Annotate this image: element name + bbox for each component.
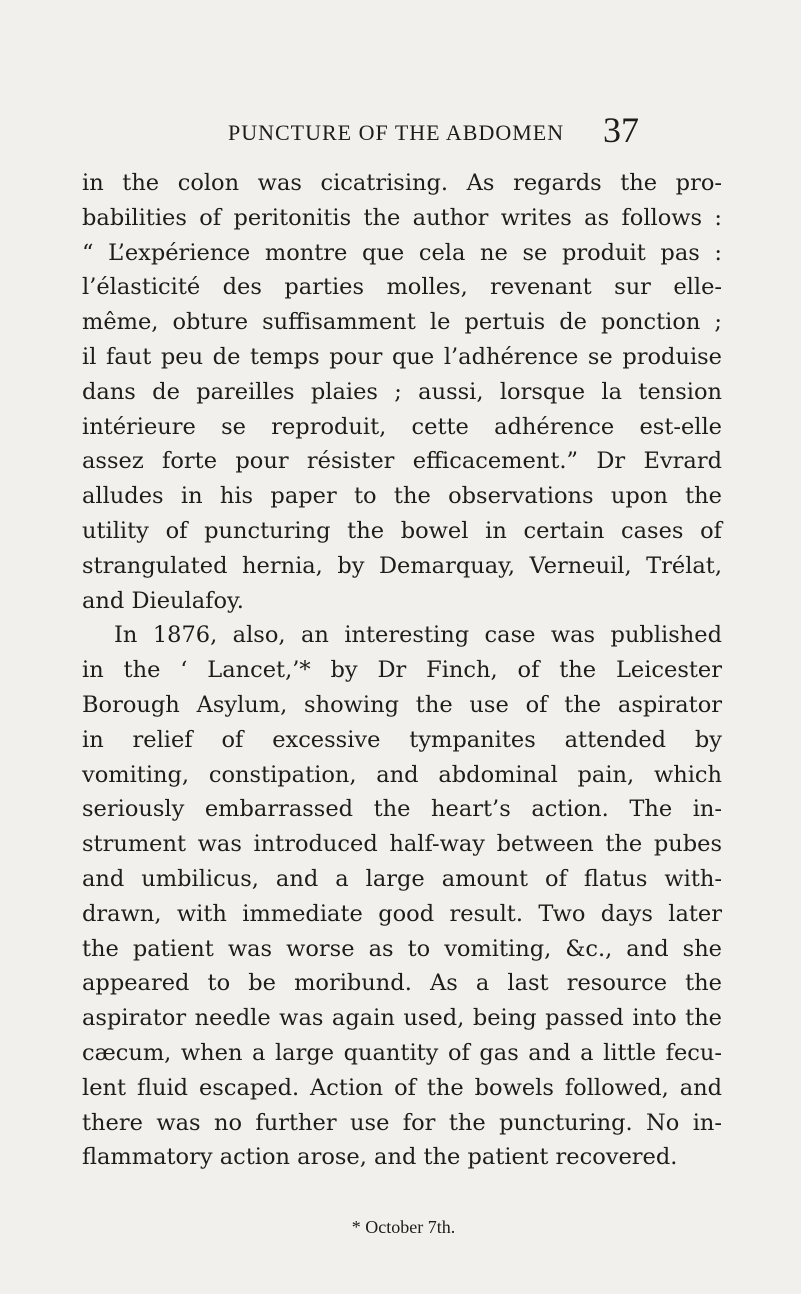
text-line: the patient was worse as to vomiting, &c., and she [82,935,722,962]
text-line: drawn, with immediate good result. Two days later [82,900,722,927]
text-line: même, obture suffisamment le pertuis de ponction ; [82,309,722,336]
text-line: intérieure se reproduit, cette adhérence est-elle [82,413,722,440]
body-text [82,166,722,1175]
text-line: there was no further use for the puncturing. No in- [82,1109,722,1136]
text-line: in relief of excessive tympanites attended by [82,726,722,753]
text-line: utility of puncturing the bowel in certain cases of [82,517,722,544]
text-line: Borough Asylum, showing the use of the aspirator [82,691,722,718]
text-line: dans de pareilles plaies ; aussi, lorsque la tension [82,378,722,405]
text-line: vomiting, constipation, and abdominal pain, which [82,761,722,788]
text-line: “ L’expérience montre que cela ne se produit pas : [82,239,722,266]
text-line: strument was introduced half-way between the pubes [82,831,722,858]
text-line: assez forte pour résister efficacement.” Dr Evrard [82,448,722,475]
running-title: PUNCTURE OF THE ABDOMEN [228,120,565,145]
page-number: 37 [603,110,639,150]
text-line: alludes in his paper to the observations upon the [82,483,722,510]
text-line: cæcum, when a large quantity of gas and a little fecu- [82,1039,722,1066]
text-line: l’élasticité des parties molles, revenant sur elle- [82,274,722,301]
text-line: in the colon was cicatrising. As regards the pro- [82,170,722,196]
paragraph-start-line: In 1876, also, an interesting case was published [114,622,722,649]
text-line: lent fluid escaped. Action of the bowels followed, and [82,1074,722,1101]
text-line: appeared to be moribund. As a last resource the [82,970,722,997]
text-line: il faut peu de temps pour que l’adhérence se produise [82,343,722,370]
paragraph-end-line: flammatory action arose, and the patient recovered. [82,1144,678,1171]
text-line: in the ‘ Lancet,’* by Dr Finch, of the Leicester [82,657,722,684]
paragraph-end-line: and Dieulafoy. [82,587,244,614]
text-line: and umbilicus, and a large amount of flatus with- [82,865,722,892]
text-line: seriously embarrassed the heart’s action. The in- [82,796,722,823]
text-line: aspirator needle was again used, being passed into the [82,1005,722,1032]
running-header [0,108,801,148]
text-line: strangulated hernia, by Demarquay, Verneuil, Trélat, [82,552,722,579]
text-line: babilities of peritonitis the author writes as follows : [82,204,722,231]
footnote: * October 7th. [351,1217,456,1237]
